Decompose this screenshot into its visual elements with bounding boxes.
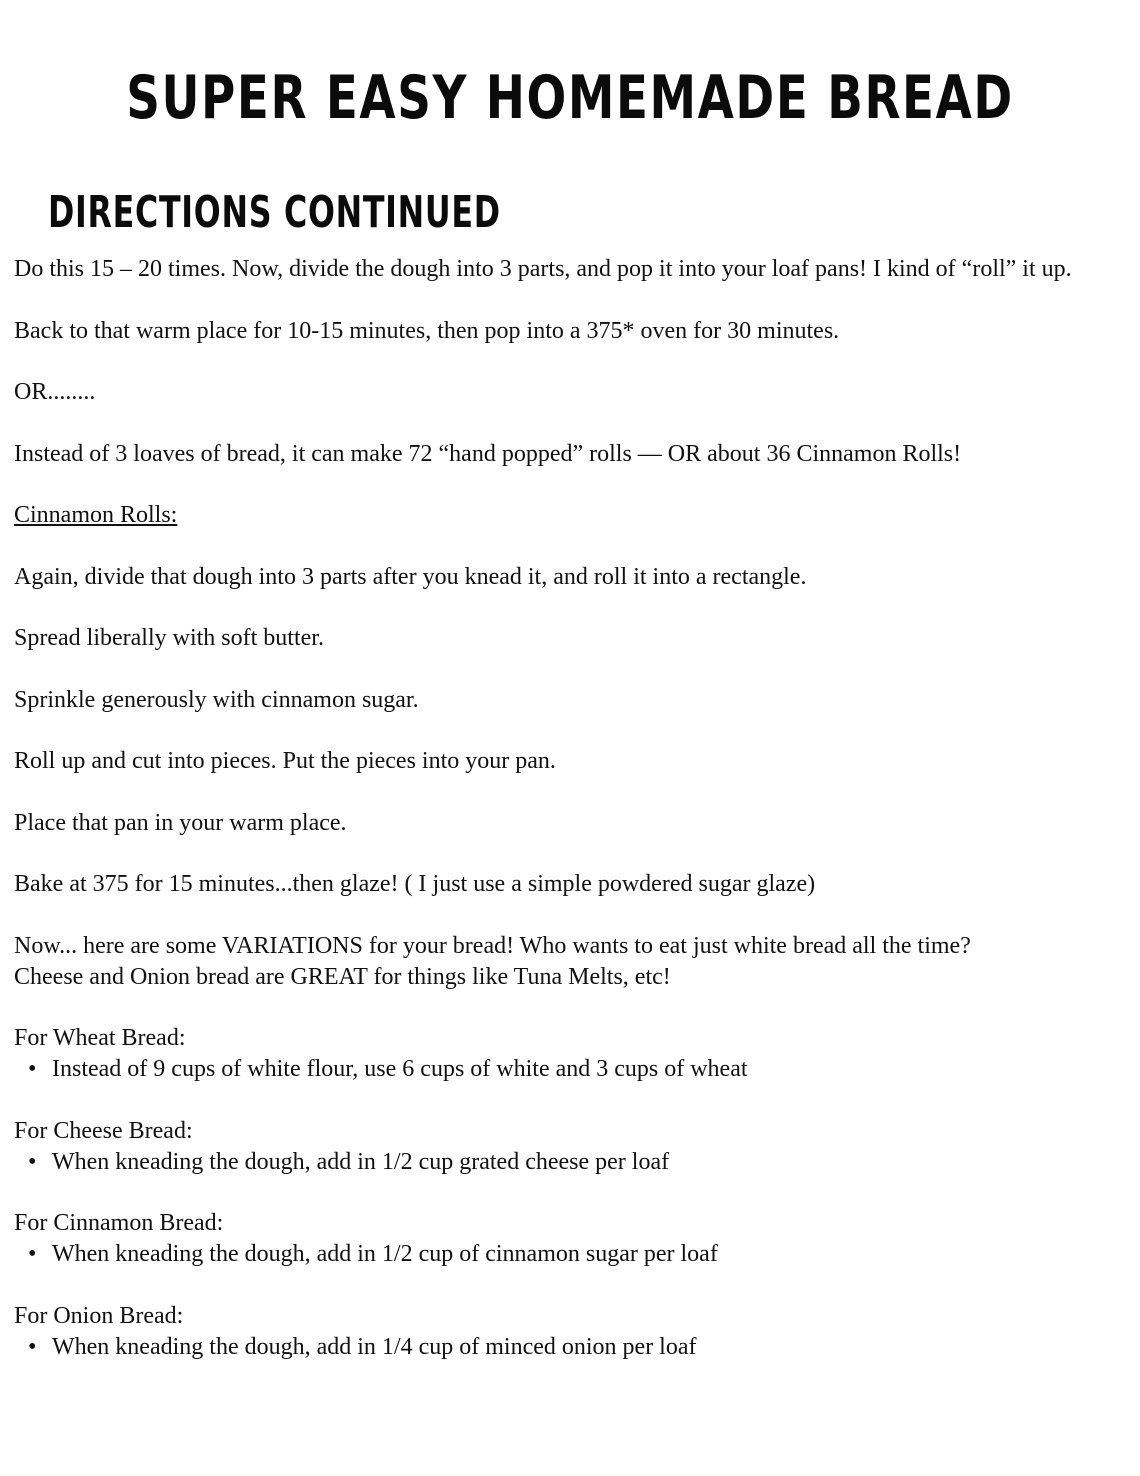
paragraph-cut-pieces: Roll up and cut into pieces. Put the pieces into your pan. [14, 748, 556, 774]
list-item: • When kneading the dough, add in 1/4 cup of minced onion per loaf [14, 1332, 1130, 1363]
paragraph-warm-place: Place that pan in your warm place. [14, 809, 347, 836]
document-body [14, 254, 1130, 1363]
list-item: • When kneading the dough, add in 1/2 cup of cinnamon sugar per loaf [14, 1239, 1130, 1270]
cinnamon-rolls-heading: Cinnamon Rolls: [14, 502, 178, 528]
variation-heading: For Cinnamon Bread: [14, 1210, 224, 1236]
paragraph-roll-rectangle: Again, divide that dough into 3 parts after you knead it, and roll it into a rectangle. [14, 563, 807, 590]
list-item: • When kneading the dough, add in 1/2 cup grated cheese per loaf [14, 1147, 1130, 1178]
variation-cinnamon [14, 1208, 1130, 1270]
variation-onion [14, 1301, 1130, 1363]
variation-list [14, 1054, 1130, 1085]
variation-wheat [14, 1023, 1130, 1085]
variation-heading: For Wheat Bread: [14, 1025, 186, 1051]
variation-heading: For Onion Bread: [14, 1302, 184, 1329]
variation-heading: For Cheese Bread: [14, 1117, 193, 1144]
paragraph-divide-dough: Do this 15 – 20 times. Now, divide the dough into 3 parts, and pop it into your loaf pans! I kind of “roll” it up. [14, 256, 1072, 282]
paragraph-variations-intro: Now... here are some VARIATIONS for your bread! Who wants to eat just white bread all the time? [14, 932, 971, 959]
variation-list [14, 1147, 1130, 1178]
variation-list [14, 1332, 1130, 1363]
paragraph-spread-butter: Spread liberally with soft butter. [14, 625, 324, 651]
paragraph-bake-loaves: Back to that warm place for 10-15 minutes, then pop into a 375* oven for 30 minutes. [14, 317, 840, 344]
paragraph-sprinkle-sugar: Sprinkle generously with cinnamon sugar. [14, 686, 419, 713]
paragraph-or: OR........ [14, 379, 96, 405]
section-heading: DIRECTIONS CONTINUED [48, 187, 501, 238]
paragraph-bake-glaze: Bake at 375 for 15 minutes...then glaze! ( I just use a simple powdered sugar glaze) [14, 871, 816, 897]
paragraph-rolls-option: Instead of 3 loaves of bread, it can make 72 “hand popped” rolls — OR about 36 Cinnamon Rolls! [14, 440, 962, 467]
variation-cheese [14, 1116, 1130, 1178]
paragraph-cheese-onion-note: Cheese and Onion bread are GREAT for things like Tuna Melts, etc! [14, 963, 671, 990]
variation-list [14, 1239, 1130, 1270]
page-title: SUPER EASY HOMEMADE BREAD [126, 63, 1014, 133]
list-item: • Instead of 9 cups of white flour, use 6 cups of white and 3 cups of wheat [14, 1054, 1130, 1085]
